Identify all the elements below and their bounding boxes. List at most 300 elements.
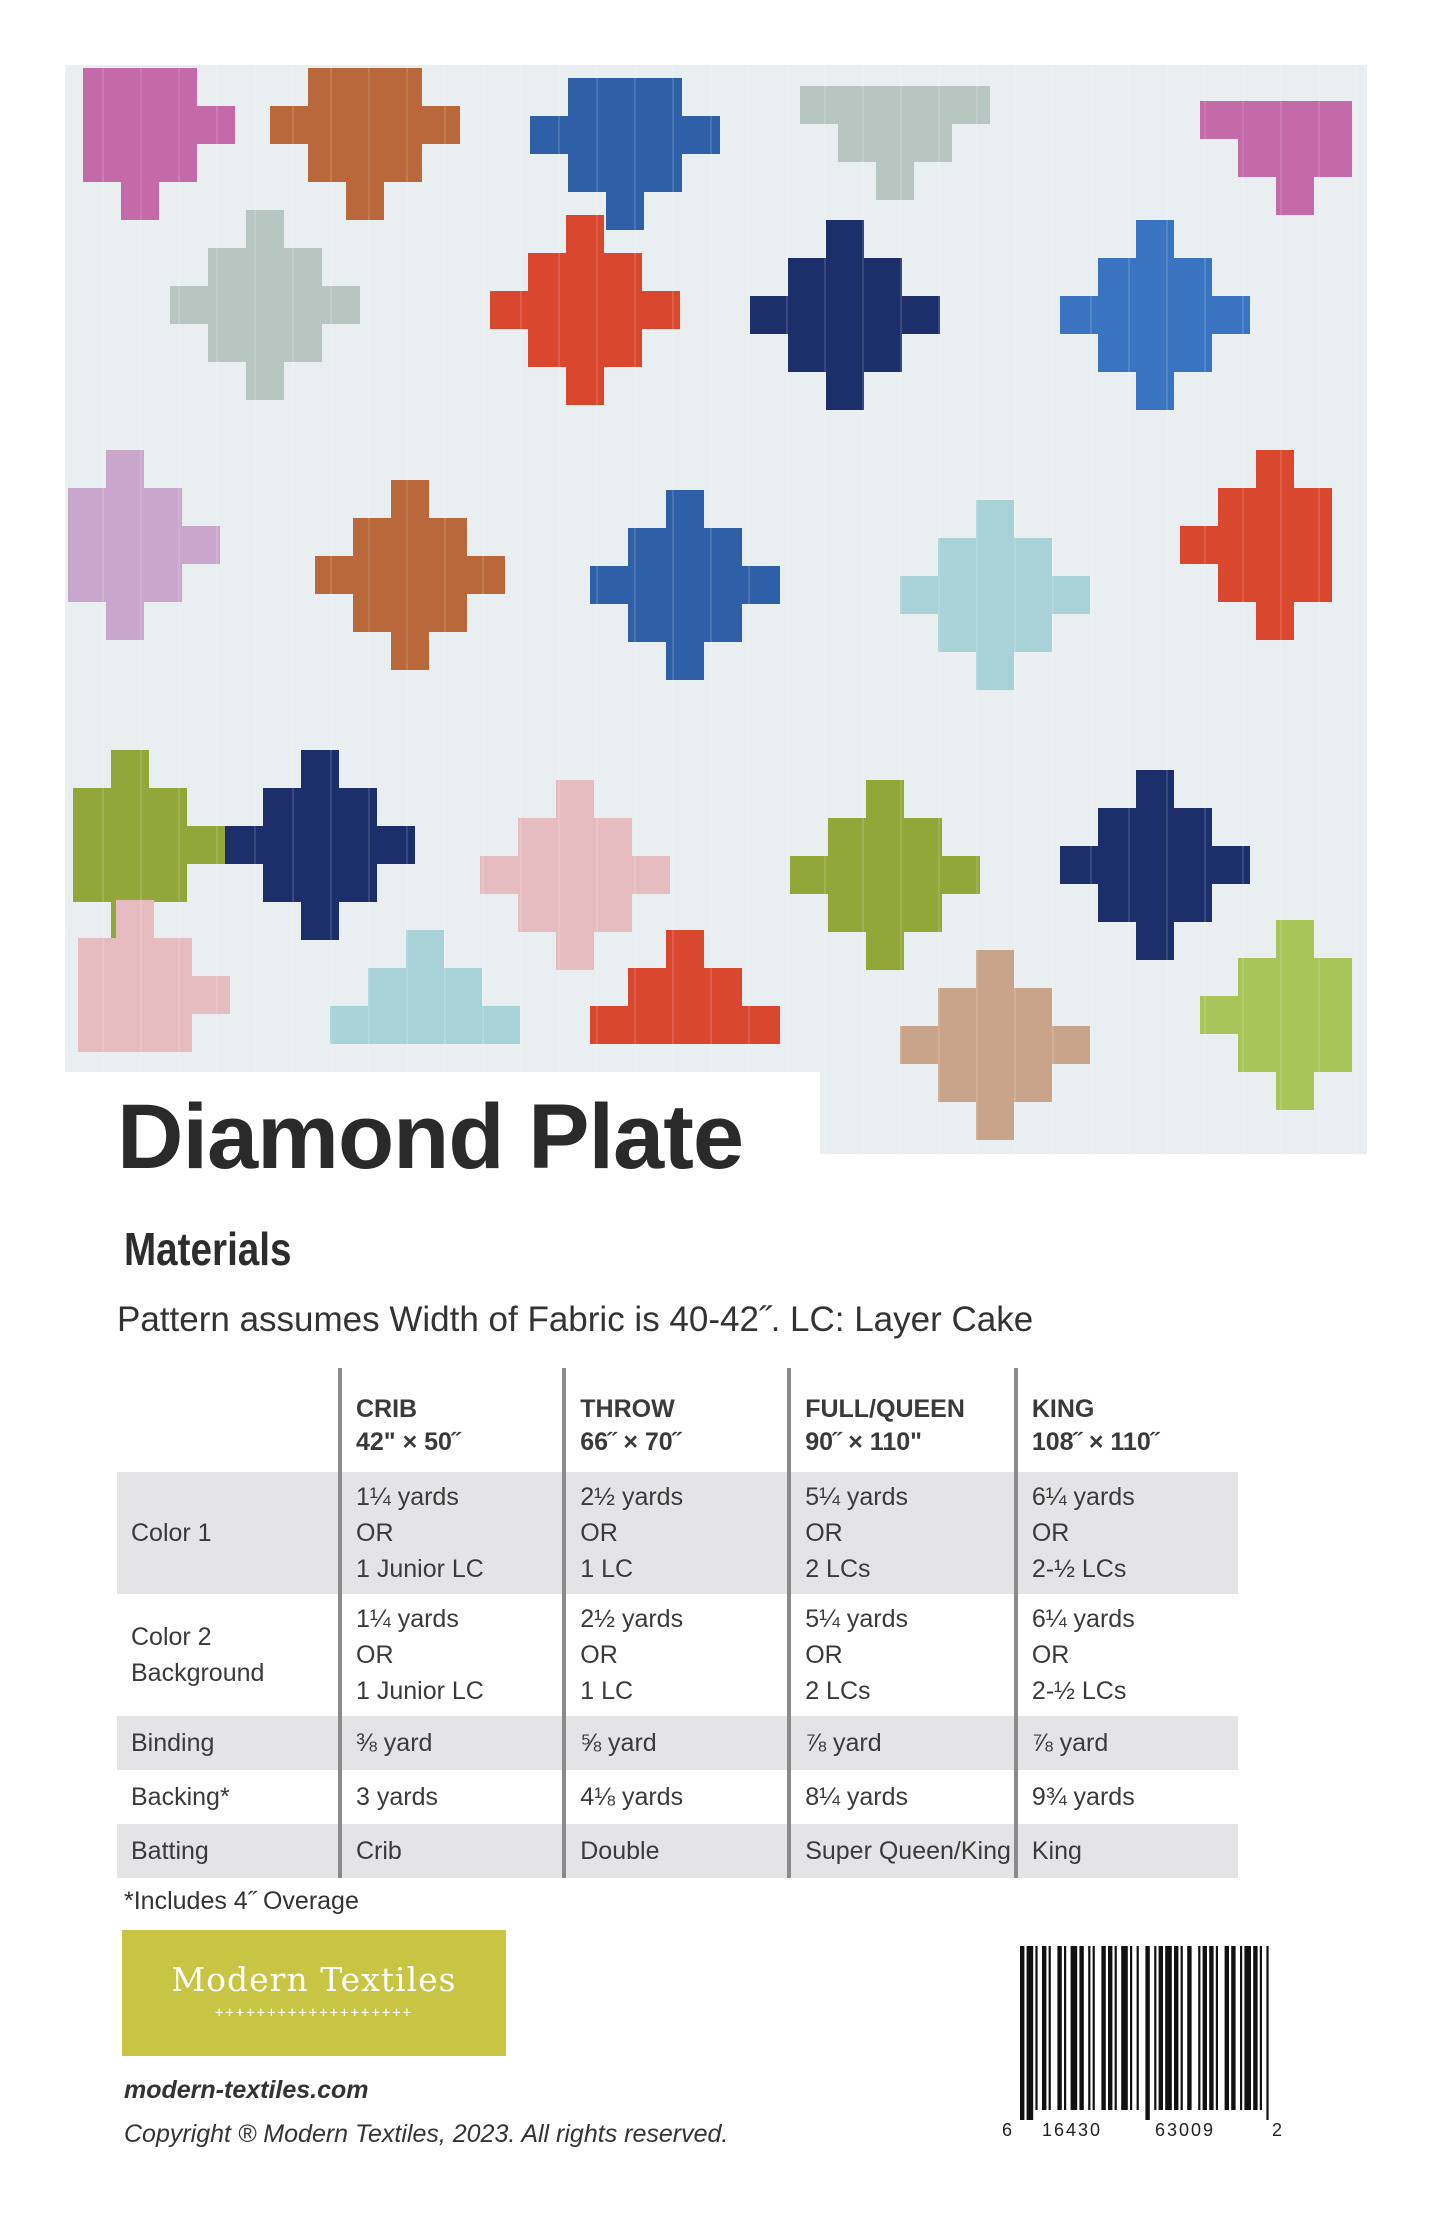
quilt-block [1052,1026,1090,1064]
quilt-block [246,286,284,324]
quilt-block [556,818,594,856]
quilt-block [111,788,149,826]
quilt-block [1314,1034,1352,1072]
quilt-block [1014,614,1052,652]
quilt-block [1238,1034,1276,1072]
quilt-block [788,296,826,334]
quilt-block [368,1006,406,1044]
quilt-block [666,930,704,968]
table-cell: Double [564,1824,789,1878]
table-cell: 2½ yards OR 1 LC [564,1472,789,1594]
quilt-block [566,253,604,291]
quilt-block [566,329,604,367]
logo-name: Modern Textiles [171,1960,457,1999]
quilt-block [976,614,1014,652]
quilt-block [938,1026,976,1064]
quilt-block [480,856,518,894]
table-cell: ⅜ yard [340,1716,564,1770]
quilt-block [1256,526,1294,564]
barcode-bar [1020,1946,1024,2120]
quilt-block [1256,564,1294,602]
barcode-group-2: 63009 [1155,2120,1216,2140]
quilt-block [144,526,182,564]
quilt-block [301,864,339,902]
quilt-block [208,248,246,286]
quilt-block [666,642,704,680]
table-header-row [117,1368,1238,1472]
quilt-block [750,296,788,334]
quilt-block [1314,139,1352,177]
quilt-block [938,988,976,1026]
quilt-block [568,78,606,116]
quilt-block [1276,177,1314,215]
quilt-block [106,450,144,488]
barcode-bar [1057,1946,1061,2110]
quilt-block [742,1006,780,1044]
quilt-block [346,68,384,106]
quilt-block [866,856,904,894]
quilt-block [1276,958,1314,996]
quilt-block [406,1006,444,1044]
quilt-block [482,1006,520,1044]
quilt-block [263,788,301,826]
barcode-bar [1079,1946,1083,2110]
quilt-block [606,78,644,116]
quilt-block [225,826,263,864]
quilt-block [528,253,566,291]
materials-heading: Materials [124,1223,292,1275]
table-cell: Super Queen/King [789,1824,1016,1878]
quilt-block [976,576,1014,614]
pattern-title: Diamond Plate [117,1086,744,1188]
quilt-block [632,856,670,894]
quilt-block [976,1026,1014,1064]
quilt-block [429,594,467,632]
quilt-block [144,564,182,602]
quilt-block [902,296,940,334]
quilt-block [346,106,384,144]
header-throw: THROW 66˝ × 70˝ [564,1368,789,1472]
quilt-block [208,324,246,362]
barcode-bar [1071,1946,1078,2110]
quilt-block [1256,488,1294,526]
quilt-block [828,856,866,894]
quilt-block [246,324,284,362]
row-label: Color 1 [117,1472,340,1594]
barcode-bar [1115,1946,1117,2110]
quilt-block [644,78,682,116]
quilt-block [864,334,902,372]
quilt-block [149,826,187,864]
quilt-block [1174,846,1212,884]
quilt-block [1314,996,1352,1034]
quilt-block [391,518,429,556]
quilt-block [490,291,528,329]
quilt-block [78,1014,116,1052]
quilt-block [704,1006,742,1044]
quilt-block [682,116,720,154]
quilt-block [159,106,197,144]
quilt-block [566,367,604,405]
quilt-block [121,68,159,106]
quilt-block [1276,1034,1314,1072]
quilt-block [1136,770,1174,808]
quilt-block [353,594,391,632]
table-cell: 6¼ yards OR 2-½ LCs [1016,1472,1238,1594]
quilt-block [1174,258,1212,296]
quilt-block [518,856,556,894]
quilt-block [1218,526,1256,564]
brand-logo [122,1930,506,2056]
barcode-group-1: 16430 [1042,2120,1103,2140]
quilt-block [864,296,902,334]
barcode-bar [1181,1946,1183,2110]
barcode-bar [1064,1946,1066,2110]
quilt-block [330,1006,368,1044]
table-row [117,1472,1238,1594]
table-cell: 1¼ yards OR 1 Junior LC [340,1594,564,1716]
quilt-block [1014,1026,1052,1064]
quilt-block [1238,958,1276,996]
quilt-block [149,864,187,902]
quilt-block [339,864,377,902]
quilt-block [1014,1064,1052,1102]
quilt-block [566,215,604,253]
quilt-block [422,106,460,144]
quilt-block [1276,920,1314,958]
quilt-block [308,68,346,106]
quilt-block [976,500,1014,538]
quilt-block [391,632,429,670]
quilt-block [800,86,838,124]
quilt-block [68,488,106,526]
table-row [117,1770,1238,1824]
quilt-block [1294,526,1332,564]
barcode-bar [1101,1946,1105,2110]
quilt-block [604,253,642,291]
quilt-block [1060,846,1098,884]
quilt-block [644,154,682,192]
barcode-bar [1244,1946,1251,2110]
table-cell: 4⅛ yards [564,1770,789,1824]
quilt-block [1052,576,1090,614]
quilt-block [154,1014,192,1052]
barcode-bar [1240,1946,1242,2110]
table-cell: 9¾ yards [1016,1770,1238,1824]
quilt-block [73,864,111,902]
quilt-block [606,116,644,154]
quilt-block [976,1064,1014,1102]
quilt-block [111,750,149,788]
quilt-block [1276,101,1314,139]
quilt-block [308,106,346,144]
quilt-block [1218,488,1256,526]
backing-footnote: *Includes 4˝ Overage [124,1887,359,1915]
quilt-block [938,576,976,614]
barcode-bars [1020,1946,1269,2120]
barcode-bar [1145,1946,1149,2120]
quilt-block [594,856,632,894]
quilt-block [826,296,864,334]
quilt-block [518,818,556,856]
table-cell: 5¼ yards OR 2 LCs [789,1472,1016,1594]
barcode-bar [1216,1946,1218,2110]
quilt-block [1136,808,1174,846]
header-crib: CRIB 42" × 50˝ [340,1368,564,1472]
quilt-block [1218,564,1256,602]
quilt-block [904,856,942,894]
quilt-block [1014,988,1052,1026]
quilt-block [556,780,594,818]
quilt-block [788,334,826,372]
quilt-block [606,192,644,230]
quilt-block [159,144,197,182]
quilt-block [900,1026,938,1064]
barcode-bar [1159,1946,1163,2110]
quilt-block [666,968,704,1006]
quilt-block [187,826,225,864]
quilt-block [111,826,149,864]
table-row [117,1716,1238,1770]
table-cell: 6¼ yards OR 2-½ LCs [1016,1594,1238,1716]
materials-table [117,1368,1238,1878]
quilt-block [642,291,680,329]
quilt-block [838,86,876,124]
quilt-block [942,856,980,894]
quilt-block [604,291,642,329]
quilt-block [1256,450,1294,488]
quilt-block [284,324,322,362]
quilt-block [1098,808,1136,846]
quilt-block [1256,602,1294,640]
barcode-bar [1209,1946,1213,2110]
quilt-block [1200,996,1238,1034]
quilt-block [246,210,284,248]
quilt-block [590,566,628,604]
quilt-block [828,818,866,856]
quilt-block [904,894,942,932]
quilt-block [1014,538,1052,576]
quilt-block [1098,846,1136,884]
quilt-block [159,68,197,106]
quilt-block [391,594,429,632]
quilt-block [1136,258,1174,296]
quilt-block [73,788,111,826]
quilt-block [866,780,904,818]
quilt-block [149,788,187,826]
quilt-block [628,528,666,566]
website-link[interactable]: modern-textiles.com [124,2076,369,2104]
quilt-block [246,248,284,286]
quilt-block [121,106,159,144]
quilt-block [1098,296,1136,334]
quilt-block [904,818,942,856]
quilt-block [353,556,391,594]
quilt-block [704,604,742,642]
quilt-block [467,556,505,594]
quilt-block [1136,922,1174,960]
quilt-block [73,826,111,864]
quilt-block [263,826,301,864]
barcode-bar [1165,1946,1172,2110]
quilt-block [1136,372,1174,410]
barcode-bar [1108,1946,1112,2110]
quilt-block [876,124,914,162]
quilt-block [1136,884,1174,922]
header-king: KING 108˝ × 110˝ [1016,1368,1238,1472]
quilt-block [1014,576,1052,614]
quilt-photo [65,65,1367,1154]
header-full-queen: FULL/QUEEN 90˝ × 110" [789,1368,1016,1472]
table-cell: 5¼ yards OR 2 LCs [789,1594,1016,1716]
quilt-block [270,106,308,144]
quilt-block [628,566,666,604]
quilt-block [315,556,353,594]
table-row [117,1594,1238,1716]
quilt-block [976,652,1014,690]
quilt-block [866,932,904,970]
quilt-block [826,258,864,296]
quilt-block [106,602,144,640]
quilt-block [1174,808,1212,846]
barcode-bar [1130,1946,1132,2110]
barcode-bar [1137,1946,1139,2110]
quilt-block [1174,296,1212,334]
quilt-block [308,144,346,182]
barcode-digit-right: 2 [1272,2120,1283,2140]
quilt-block [429,518,467,556]
quilt-block [263,864,301,902]
quilt-block [952,86,990,124]
materials-intro: Pattern assumes Width of Fabric is 40-42˝. LC: Layer Cake [117,1300,1034,1339]
barcode-bar [1187,1946,1191,2110]
quilt-block [391,480,429,518]
table-cell: ⅞ yard [789,1716,1016,1770]
quilt-block [353,518,391,556]
quilt-block [339,788,377,826]
quilt-block [1098,334,1136,372]
quilt-block [644,116,682,154]
quilt-block [1276,139,1314,177]
quilt-block [1200,101,1238,139]
quilt-block [406,930,444,968]
quilt-block [78,938,116,976]
quilt-block [864,258,902,296]
quilt-block [938,1064,976,1102]
quilt-block [1238,996,1276,1034]
row-label: Batting [117,1824,340,1878]
quilt-block [628,1006,666,1044]
table-row [117,1824,1238,1878]
quilt-block [826,372,864,410]
quilt-block [68,526,106,564]
quilt-block [1136,296,1174,334]
barcode-bar [1260,1946,1262,2110]
barcode-bar [1203,1946,1207,2110]
quilt-block [866,894,904,932]
quilt-block [1276,1072,1314,1110]
quilt-block [1136,334,1174,372]
header-blank [117,1368,340,1472]
quilt-block [594,894,632,932]
quilt-block [1238,139,1276,177]
quilt-block [83,68,121,106]
quilt-block [594,818,632,856]
quilt-block [83,144,121,182]
quilt-block [1174,334,1212,372]
quilt-block [742,566,780,604]
quilt-block [106,488,144,526]
barcode-bar [1035,1946,1037,2110]
barcode-bar [1049,1946,1051,2110]
quilt-block [1098,258,1136,296]
quilt-block [429,556,467,594]
quilt-block [368,968,406,1006]
quilt-block [838,124,876,162]
quilt-block [197,106,235,144]
quilt-block [876,162,914,200]
barcode-bar [1174,1946,1178,2110]
quilt-block [346,182,384,220]
quilt-block [106,526,144,564]
quilt-block [1294,488,1332,526]
row-label: Backing* [131,1782,230,1811]
quilt-block [530,116,568,154]
quilt-block [1180,526,1218,564]
quilt-block [976,988,1014,1026]
quilt-block [704,566,742,604]
quilt-block [666,490,704,528]
quilt-block [284,286,322,324]
quilt-block [976,950,1014,988]
table-cell: ⅞ yard [1016,1716,1238,1770]
quilt-block [406,968,444,1006]
logo-plus-row: +++++++++++++++++++ [214,2005,414,2021]
quilt-block [1212,296,1250,334]
quilt-block [444,1006,482,1044]
quilt-block [1136,846,1174,884]
quilt-block [68,564,106,602]
quilt-block [1276,996,1314,1034]
quilt-block [976,538,1014,576]
barcode-bar [1042,1946,1046,2110]
table-cell: ⅝ yard [564,1716,789,1770]
copyright-notice: Copyright ® Modern Textiles, 2023. All rights reserved. [124,2120,729,2148]
quilt-block [1098,884,1136,922]
quilt-block [384,144,422,182]
quilt-block [790,856,828,894]
table-cell: King [1016,1824,1238,1878]
quilt-block [666,604,704,642]
quilt-block [339,826,377,864]
barcode-bar [1121,1946,1128,2110]
barcode-bar [1253,1946,1257,2110]
quilt-block [914,86,952,124]
quilt-block [666,1006,704,1044]
quilt-block [876,86,914,124]
quilt-block [301,788,339,826]
quilt-block [170,286,208,324]
quilt-block [826,334,864,372]
table-cell: 3 yards [340,1770,564,1824]
row-label: Binding [117,1716,340,1770]
quilt-block [568,116,606,154]
quilt-block [528,291,566,329]
quilt-block [556,894,594,932]
quilt-block [606,154,644,192]
barcode-bar [1088,1946,1090,2110]
barcode-bar [1231,1946,1235,2110]
